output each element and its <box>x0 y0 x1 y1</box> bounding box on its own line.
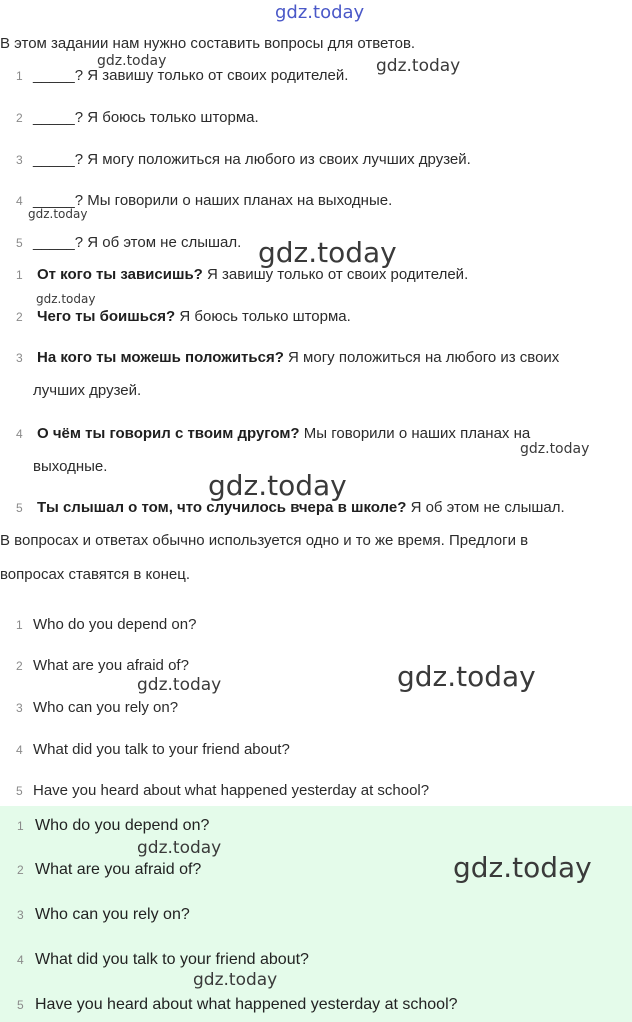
item-number: 4 <box>17 953 24 967</box>
question-bold: Ты слышал о том, что случилось вчера в школе? <box>37 499 407 516</box>
watermark: gdz.today <box>193 970 278 990</box>
answer-text: Я боюсь только шторма. <box>175 308 351 325</box>
item-number: 5 <box>16 784 23 798</box>
answer-ru-item <box>37 307 351 327</box>
blank: _____? <box>33 67 84 84</box>
exercise-item <box>33 108 259 128</box>
answer-text: Я могу положиться на любого из своих лучших друзей. <box>83 151 471 168</box>
item-number: 2 <box>16 659 23 673</box>
answer-text: Я завишу только от своих родителей. <box>202 266 469 283</box>
answer-en-item: What did you talk to your friend about? <box>33 741 290 758</box>
final-answer-item: What did you talk to your friend about? <box>35 951 309 968</box>
site-logo[interactable]: gdz.today <box>275 2 365 23</box>
watermark: gdz.today <box>137 675 222 695</box>
item-number: 5 <box>17 998 24 1012</box>
answer-ru-continuation: лучших друзей. <box>33 382 142 399</box>
note-line-1: В вопросах и ответах обычно используется одно и то же время. Предлоги в <box>0 532 529 549</box>
item-number: 3 <box>16 153 23 167</box>
final-answer-item: Who do you depend on? <box>35 817 210 834</box>
watermark: gdz.today <box>137 838 222 858</box>
answer-en-item: Have you heard about what happened yesterday at school? <box>33 782 430 799</box>
item-number: 3 <box>16 701 23 715</box>
item-number: 4 <box>16 194 23 208</box>
final-answer-item: Have you heard about what happened yesterday at school? <box>35 996 458 1013</box>
watermark: gdz.today <box>97 53 167 69</box>
item-number: 3 <box>17 908 24 922</box>
watermark: gdz.today <box>208 469 347 502</box>
watermark: gdz.today <box>520 441 590 457</box>
watermark: gdz.today <box>453 851 592 884</box>
intro-text: В этом задании нам нужно составить вопросы для ответов. <box>0 35 416 52</box>
item-number: 2 <box>17 863 24 877</box>
answer-text: Я об этом не слышал. <box>83 234 242 251</box>
item-number: 2 <box>16 310 23 324</box>
note-line-2: вопросах ставятся в конец. <box>0 566 191 583</box>
answer-text: Я могу положиться на любого из своих <box>283 349 560 366</box>
answer-en-item: Who do you depend on? <box>33 616 197 633</box>
final-answer-item: What are you afraid of? <box>35 861 202 878</box>
watermark: gdz.today <box>258 236 397 269</box>
blank: _____? <box>33 234 84 251</box>
item-number: 1 <box>16 618 23 632</box>
blank: _____? <box>33 109 84 126</box>
item-number: 1 <box>16 268 23 282</box>
watermark: gdz.today <box>28 207 88 221</box>
exercise-item <box>33 66 348 86</box>
answer-text: Я об этом не слышал. <box>406 499 565 516</box>
answer-en-item: Who can you rely on? <box>33 699 179 716</box>
exercise-item <box>33 233 241 253</box>
blank: _____? <box>33 192 84 209</box>
item-number: 2 <box>16 111 23 125</box>
item-number: 4 <box>16 427 23 441</box>
item-number: 5 <box>16 501 23 515</box>
answer-ru-item <box>37 424 530 444</box>
item-number: 1 <box>17 819 24 833</box>
question-bold: О чём ты говорил с твоим другом? <box>37 425 300 442</box>
answer-text: Я боюсь только шторма. <box>83 109 259 126</box>
answer-text: Мы говорили о наших планах на выходные. <box>83 192 393 209</box>
blank: _____? <box>33 151 84 168</box>
question-bold: Чего ты боишься? <box>37 308 176 325</box>
answer-ru-continuation: выходные. <box>33 458 108 475</box>
answer-en-item: What are you afraid of? <box>33 657 189 674</box>
watermark: gdz.today <box>376 56 461 76</box>
question-bold: От кого ты зависишь? <box>37 266 203 283</box>
item-number: 3 <box>16 351 23 365</box>
answer-ru-item <box>37 265 468 285</box>
exercise-item <box>33 150 471 170</box>
item-number: 1 <box>16 69 23 83</box>
item-number: 4 <box>16 743 23 757</box>
watermark: gdz.today <box>397 660 536 693</box>
final-answer-item: Who can you rely on? <box>35 906 190 923</box>
answer-ru-item <box>37 348 559 368</box>
answer-text: Я завишу только от своих родителей. <box>83 67 349 84</box>
item-number: 5 <box>16 236 23 250</box>
question-bold: На кого ты можешь положиться? <box>37 349 284 366</box>
answer-text: Мы говорили о наших планах на <box>299 425 531 442</box>
watermark: gdz.today <box>36 292 96 306</box>
